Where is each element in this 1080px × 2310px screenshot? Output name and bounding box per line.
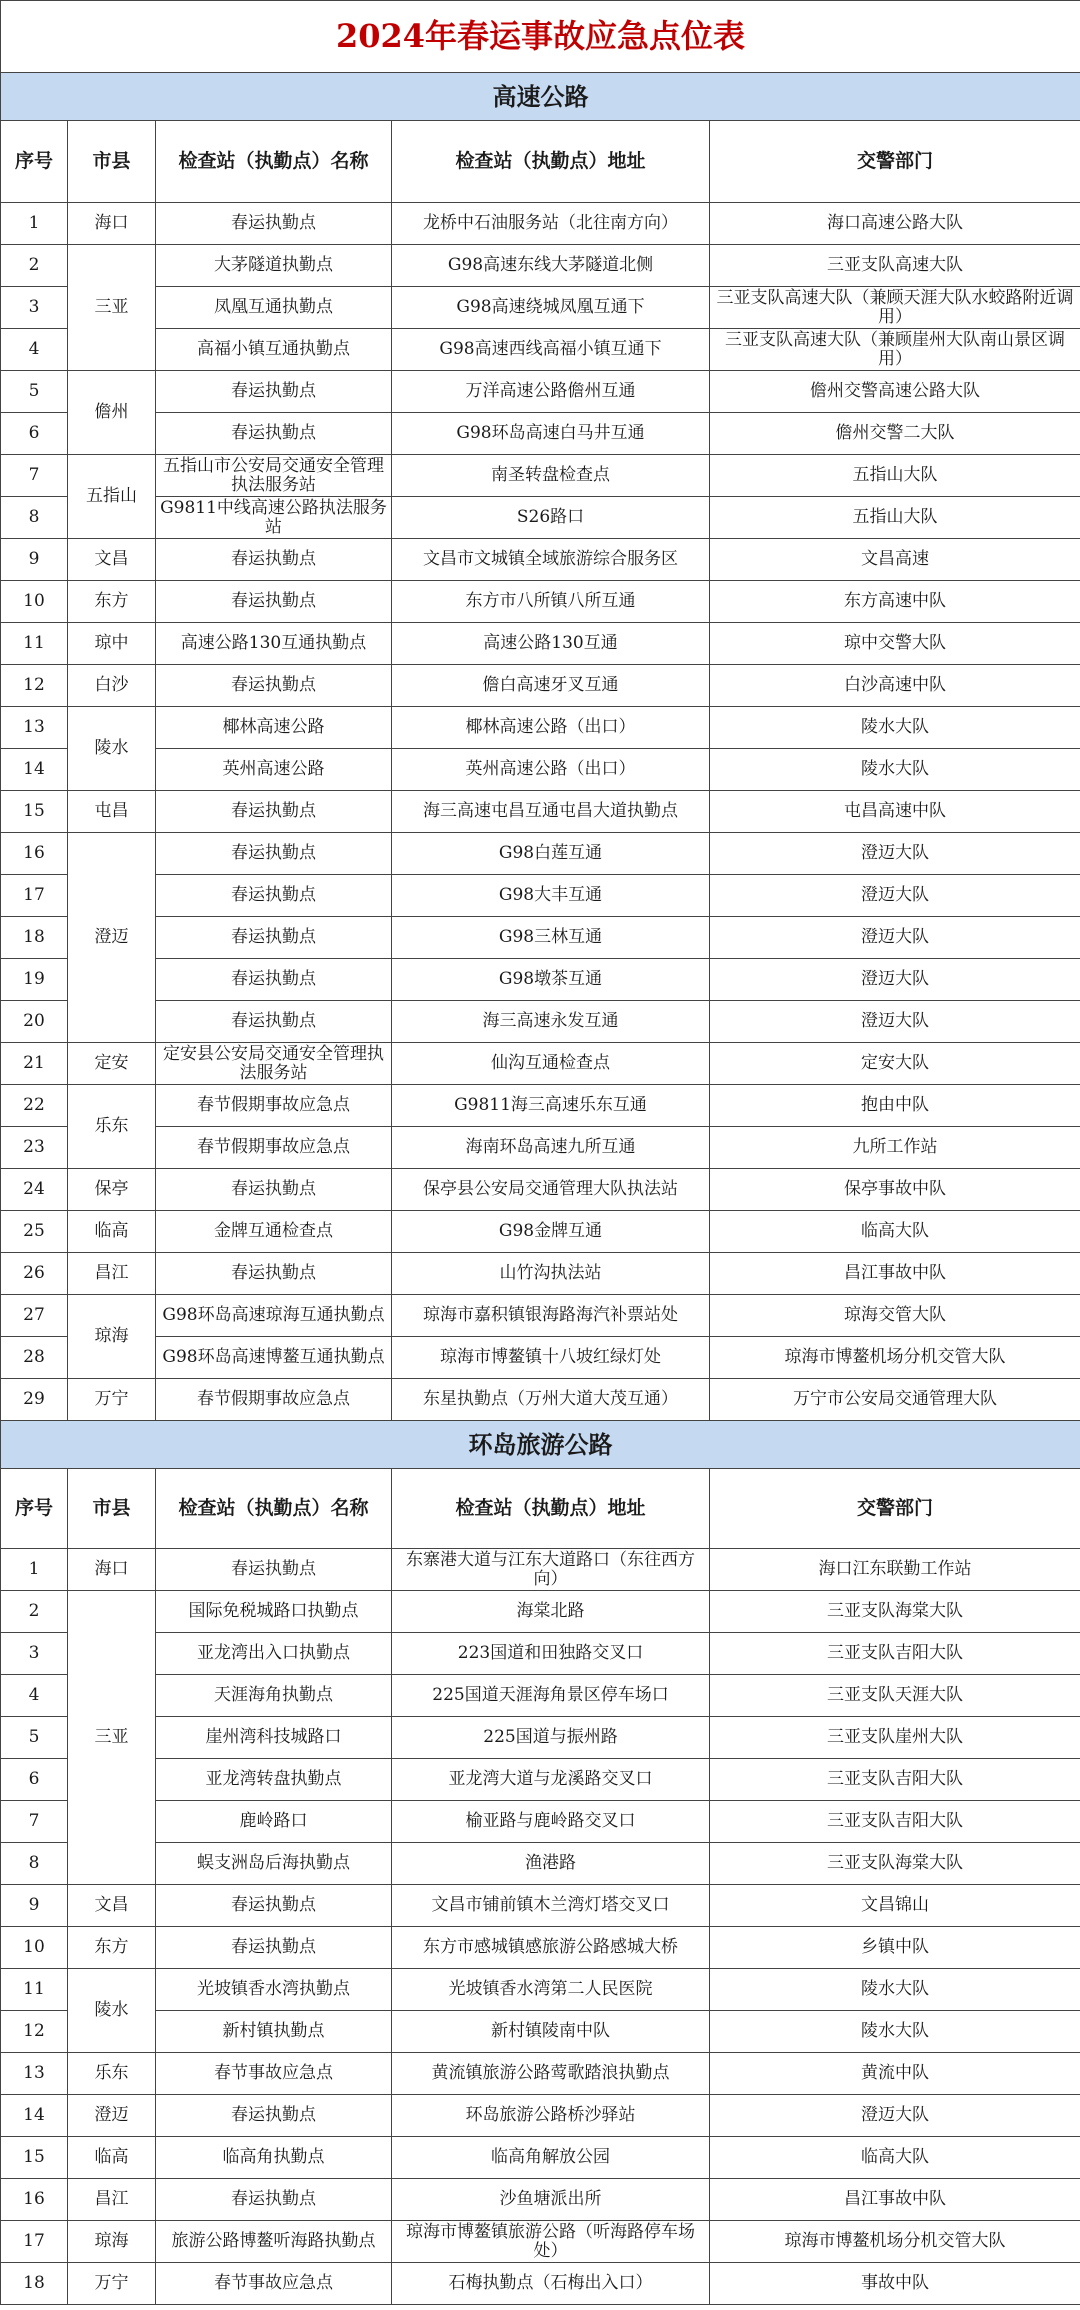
table-row — [1, 1969, 1080, 2011]
station-name-cell: 崖州湾科技城路口 — [156, 1717, 392, 1759]
station-name-cell: 春运执勤点 — [156, 581, 392, 623]
station-address-cell: 临高角解放公园 — [392, 2137, 710, 2179]
station-address-cell: 225国道天涯海角景区停车场口 — [392, 1675, 710, 1717]
table-row — [1, 917, 1080, 959]
table-row — [1, 1211, 1080, 1253]
station-name-cell: 春运执勤点 — [156, 665, 392, 707]
county-cell: 海口 — [68, 1549, 156, 1591]
row-number-cell: 22 — [1, 1085, 68, 1127]
table-row — [1, 1001, 1080, 1043]
county-cell: 三亚 — [68, 1591, 156, 1885]
station-address-cell: 万洋高速公路儋州互通 — [392, 371, 710, 413]
table-row — [1, 245, 1080, 287]
station-address-cell: G98环岛高速白马井互通 — [392, 413, 710, 455]
header-county: 市县 — [68, 1469, 156, 1549]
station-name-cell: 五指山市公安局交通安全管理执法服务站 — [156, 455, 392, 497]
table-row — [1, 2137, 1080, 2179]
county-cell: 陵水 — [68, 1969, 156, 2053]
police-unit-cell: 临高大队 — [710, 2137, 1080, 2179]
county-cell: 定安 — [68, 1043, 156, 1085]
row-number-cell: 18 — [1, 917, 68, 959]
station-address-cell: 龙桥中石油服务站（北往南方向） — [392, 203, 710, 245]
station-address-cell: 高速公路130互通 — [392, 623, 710, 665]
station-address-cell: 仙沟互通检查点 — [392, 1043, 710, 1085]
police-unit-cell: 澄迈大队 — [710, 875, 1080, 917]
header-county: 市县 — [68, 121, 156, 203]
row-number-cell: 19 — [1, 959, 68, 1001]
table-row — [1, 1085, 1080, 1127]
row-number-cell: 5 — [1, 371, 68, 413]
station-name-cell: 春节假期事故应急点 — [156, 1379, 392, 1421]
row-number-cell: 1 — [1, 203, 68, 245]
table-row — [1, 1127, 1080, 1169]
station-name-cell: 春运执勤点 — [156, 833, 392, 875]
county-cell: 万宁 — [68, 1379, 156, 1421]
station-address-cell: 东方市八所镇八所互通 — [392, 581, 710, 623]
station-address-cell: 亚龙湾大道与龙溪路交叉口 — [392, 1759, 710, 1801]
police-unit-cell: 昌江事故中队 — [710, 2179, 1080, 2221]
police-unit-cell: 三亚支队海棠大队 — [710, 1843, 1080, 1885]
title-row — [1, 1, 1080, 73]
station-name-cell: 春运执勤点 — [156, 959, 392, 1001]
row-number-cell: 15 — [1, 791, 68, 833]
station-address-cell: 石梅执勤点（石梅出入口） — [392, 2263, 710, 2305]
station-name-cell: 春运执勤点 — [156, 1001, 392, 1043]
table-row — [1, 1927, 1080, 1969]
county-cell: 东方 — [68, 581, 156, 623]
row-number-cell: 14 — [1, 749, 68, 791]
section-title: 环岛旅游公路 — [1, 1421, 1080, 1469]
table-row — [1, 2263, 1080, 2305]
row-number-cell: 17 — [1, 2221, 68, 2263]
police-unit-cell: 抱由中队 — [710, 1085, 1080, 1127]
police-unit-cell: 白沙高速中队 — [710, 665, 1080, 707]
table-row — [1, 1043, 1080, 1085]
station-address-cell: 环岛旅游公路桥沙驿站 — [392, 2095, 710, 2137]
table-row — [1, 1801, 1080, 1843]
station-name-cell: 英州高速公路 — [156, 749, 392, 791]
police-unit-cell: 五指山大队 — [710, 497, 1080, 539]
table-row — [1, 1379, 1080, 1421]
station-address-cell: 海棠北路 — [392, 1591, 710, 1633]
table-row — [1, 1591, 1080, 1633]
header-police-unit: 交警部门 — [710, 121, 1080, 203]
station-address-cell: 海南环岛高速九所互通 — [392, 1127, 710, 1169]
station-name-cell: 春运执勤点 — [156, 539, 392, 581]
police-unit-cell: 三亚支队吉阳大队 — [710, 1633, 1080, 1675]
row-number-cell: 13 — [1, 707, 68, 749]
station-name-cell: 春运执勤点 — [156, 203, 392, 245]
table-row — [1, 791, 1080, 833]
table-row — [1, 2095, 1080, 2137]
station-name-cell: 凤凰互通执勤点 — [156, 287, 392, 329]
station-address-cell: 东方市感城镇感旅游公路感城大桥 — [392, 1927, 710, 1969]
table-row — [1, 455, 1080, 497]
police-unit-cell: 文昌锦山 — [710, 1885, 1080, 1927]
row-number-cell: 21 — [1, 1043, 68, 1085]
table-row — [1, 1675, 1080, 1717]
table-row — [1, 749, 1080, 791]
row-number-cell: 16 — [1, 833, 68, 875]
police-unit-cell: 三亚支队高速大队 — [710, 245, 1080, 287]
row-number-cell: 20 — [1, 1001, 68, 1043]
station-name-cell: 春节事故应急点 — [156, 2263, 392, 2305]
table-row — [1, 1169, 1080, 1211]
station-address-cell: 琼海市博鳌镇旅游公路（听海路停车场处） — [392, 2221, 710, 2263]
row-number-cell: 26 — [1, 1253, 68, 1295]
header-police-unit: 交警部门 — [710, 1469, 1080, 1549]
station-address-cell: 东寨港大道与江东大道路口（东往西方向） — [392, 1549, 710, 1591]
row-number-cell: 9 — [1, 1885, 68, 1927]
county-cell: 白沙 — [68, 665, 156, 707]
section-title: 高速公路 — [1, 73, 1080, 121]
county-cell: 澄迈 — [68, 2095, 156, 2137]
county-cell: 乐东 — [68, 2053, 156, 2095]
header-serial: 序号 — [1, 1469, 68, 1549]
county-cell: 琼中 — [68, 623, 156, 665]
table-row — [1, 1549, 1080, 1591]
station-address-cell: 新村镇陵南中队 — [392, 2011, 710, 2053]
station-name-cell: 蜈支洲岛后海执勤点 — [156, 1843, 392, 1885]
station-address-cell: 南圣转盘检查点 — [392, 455, 710, 497]
station-address-cell: G98三林互通 — [392, 917, 710, 959]
station-name-cell: 春运执勤点 — [156, 2095, 392, 2137]
station-address-cell: 英州高速公路（出口） — [392, 749, 710, 791]
station-name-cell: 椰林高速公路 — [156, 707, 392, 749]
table-row — [1, 329, 1080, 371]
table-row — [1, 2053, 1080, 2095]
station-name-cell: 亚龙湾转盘执勤点 — [156, 1759, 392, 1801]
police-unit-cell: 五指山大队 — [710, 455, 1080, 497]
station-address-cell: 黄流镇旅游公路莺歌踏浪执勤点 — [392, 2053, 710, 2095]
station-name-cell: 春运执勤点 — [156, 413, 392, 455]
station-address-cell: G98金牌互通 — [392, 1211, 710, 1253]
station-name-cell: 春运执勤点 — [156, 1549, 392, 1591]
police-unit-cell: 琼海市博鳌机场分机交管大队 — [710, 2221, 1080, 2263]
police-unit-cell: 九所工作站 — [710, 1127, 1080, 1169]
page-title: 2024年春运事故应急点位表 — [1, 1, 1080, 73]
table-row — [1, 1295, 1080, 1337]
station-address-cell: 儋白高速牙叉互通 — [392, 665, 710, 707]
police-unit-cell: 定安大队 — [710, 1043, 1080, 1085]
row-number-cell: 11 — [1, 1969, 68, 2011]
station-address-cell: 东星执勤点（万州大道大茂互通） — [392, 1379, 710, 1421]
station-name-cell: 亚龙湾出入口执勤点 — [156, 1633, 392, 1675]
row-number-cell: 10 — [1, 1927, 68, 1969]
station-address-cell: G98高速绕城凤凰互通下 — [392, 287, 710, 329]
police-unit-cell: 澄迈大队 — [710, 917, 1080, 959]
table-row — [1, 1759, 1080, 1801]
county-cell: 文昌 — [68, 1885, 156, 1927]
row-number-cell: 6 — [1, 413, 68, 455]
row-number-cell: 13 — [1, 2053, 68, 2095]
row-number-cell: 27 — [1, 1295, 68, 1337]
police-unit-cell: 三亚支队崖州大队 — [710, 1717, 1080, 1759]
row-number-cell: 2 — [1, 1591, 68, 1633]
table-row — [1, 875, 1080, 917]
police-unit-cell: 澄迈大队 — [710, 833, 1080, 875]
station-name-cell: 春运执勤点 — [156, 1885, 392, 1927]
row-number-cell: 28 — [1, 1337, 68, 1379]
police-unit-cell: 三亚支队高速大队（兼顾天涯大队水蛟路附近调用） — [710, 287, 1080, 329]
station-address-cell: 光坡镇香水湾第二人民医院 — [392, 1969, 710, 2011]
station-name-cell: 春节假期事故应急点 — [156, 1127, 392, 1169]
table-row — [1, 959, 1080, 1001]
county-cell: 儋州 — [68, 371, 156, 455]
police-unit-cell: 陵水大队 — [710, 749, 1080, 791]
police-unit-cell: 儋州交警二大队 — [710, 413, 1080, 455]
police-unit-cell: 三亚支队吉阳大队 — [710, 1801, 1080, 1843]
station-name-cell: 光坡镇香水湾执勤点 — [156, 1969, 392, 2011]
police-unit-cell: 三亚支队天涯大队 — [710, 1675, 1080, 1717]
row-number-cell: 6 — [1, 1759, 68, 1801]
station-address-cell: 223国道和田独路交叉口 — [392, 1633, 710, 1675]
county-cell: 海口 — [68, 203, 156, 245]
column-header-row — [1, 121, 1080, 203]
row-number-cell: 14 — [1, 2095, 68, 2137]
row-number-cell: 23 — [1, 1127, 68, 1169]
station-address-cell: 225国道与振州路 — [392, 1717, 710, 1759]
police-unit-cell: 澄迈大队 — [710, 1001, 1080, 1043]
station-name-cell: 春运执勤点 — [156, 371, 392, 413]
station-name-cell: 高速公路130互通执勤点 — [156, 623, 392, 665]
row-number-cell: 1 — [1, 1549, 68, 1591]
police-unit-cell: 琼中交警大队 — [710, 623, 1080, 665]
table-row — [1, 1843, 1080, 1885]
station-address-cell: 榆亚路与鹿岭路交叉口 — [392, 1801, 710, 1843]
station-name-cell: 春运执勤点 — [156, 791, 392, 833]
station-name-cell: 国际免税城路口执勤点 — [156, 1591, 392, 1633]
row-number-cell: 7 — [1, 455, 68, 497]
table-row — [1, 1253, 1080, 1295]
station-name-cell: G98环岛高速博鳌互通执勤点 — [156, 1337, 392, 1379]
station-address-cell: G98白莲互通 — [392, 833, 710, 875]
station-name-cell: 大茅隧道执勤点 — [156, 245, 392, 287]
header-station-address: 检查站（执勤点）地址 — [392, 1469, 710, 1549]
county-cell: 五指山 — [68, 455, 156, 539]
county-cell: 东方 — [68, 1927, 156, 1969]
station-address-cell: 沙鱼塘派出所 — [392, 2179, 710, 2221]
station-name-cell: 春运执勤点 — [156, 875, 392, 917]
station-address-cell: 文昌市铺前镇木兰湾灯塔交叉口 — [392, 1885, 710, 1927]
row-number-cell: 10 — [1, 581, 68, 623]
table-row — [1, 539, 1080, 581]
row-number-cell: 2 — [1, 245, 68, 287]
station-address-cell: 保亭县公安局交通管理大队执法站 — [392, 1169, 710, 1211]
station-name-cell: 春节事故应急点 — [156, 2053, 392, 2095]
table-row — [1, 1337, 1080, 1379]
police-unit-cell: 万宁市公安局交通管理大队 — [710, 1379, 1080, 1421]
table-row — [1, 1885, 1080, 1927]
station-name-cell: 旅游公路博鳌听海路执勤点 — [156, 2221, 392, 2263]
row-number-cell: 8 — [1, 1843, 68, 1885]
police-unit-cell: 琼海交管大队 — [710, 1295, 1080, 1337]
police-unit-cell: 保亭事故中队 — [710, 1169, 1080, 1211]
row-number-cell: 12 — [1, 665, 68, 707]
police-unit-cell: 黄流中队 — [710, 2053, 1080, 2095]
row-number-cell: 17 — [1, 875, 68, 917]
station-address-cell: G98高速东线大茅隧道北侧 — [392, 245, 710, 287]
row-number-cell: 29 — [1, 1379, 68, 1421]
table-row — [1, 2011, 1080, 2053]
column-header-row — [1, 1469, 1080, 1549]
station-address-cell: G98墩茶互通 — [392, 959, 710, 1001]
station-name-cell: 春运执勤点 — [156, 1927, 392, 1969]
table-row — [1, 371, 1080, 413]
station-address-cell: S26路口 — [392, 497, 710, 539]
row-number-cell: 11 — [1, 623, 68, 665]
county-cell: 临高 — [68, 2137, 156, 2179]
police-unit-cell: 文昌高速 — [710, 539, 1080, 581]
police-unit-cell: 海口高速公路大队 — [710, 203, 1080, 245]
station-address-cell: 山竹沟执法站 — [392, 1253, 710, 1295]
section-row — [1, 73, 1080, 121]
station-name-cell: 春节假期事故应急点 — [156, 1085, 392, 1127]
county-cell: 昌江 — [68, 1253, 156, 1295]
station-name-cell: 定安县公安局交通安全管理执法服务站 — [156, 1043, 392, 1085]
police-unit-cell: 东方高速中队 — [710, 581, 1080, 623]
police-unit-cell: 屯昌高速中队 — [710, 791, 1080, 833]
row-number-cell: 25 — [1, 1211, 68, 1253]
station-name-cell: G98环岛高速琼海互通执勤点 — [156, 1295, 392, 1337]
police-unit-cell: 琼海市博鳌机场分机交管大队 — [710, 1337, 1080, 1379]
table-row — [1, 2179, 1080, 2221]
station-name-cell: G9811中线高速公路执法服务站 — [156, 497, 392, 539]
row-number-cell: 3 — [1, 287, 68, 329]
station-name-cell: 鹿岭路口 — [156, 1801, 392, 1843]
station-name-cell: 高福小镇互通执勤点 — [156, 329, 392, 371]
county-cell: 万宁 — [68, 2263, 156, 2305]
table-row — [1, 203, 1080, 245]
table-row — [1, 581, 1080, 623]
police-unit-cell: 三亚支队高速大队（兼顾崖州大队南山景区调用） — [710, 329, 1080, 371]
table-row — [1, 623, 1080, 665]
county-cell: 临高 — [68, 1211, 156, 1253]
police-unit-cell: 海口江东联勤工作站 — [710, 1549, 1080, 1591]
row-number-cell: 9 — [1, 539, 68, 581]
station-name-cell: 临高角执勤点 — [156, 2137, 392, 2179]
station-address-cell: 海三高速屯昌互通屯昌大道执勤点 — [392, 791, 710, 833]
station-address-cell: 海三高速永发互通 — [392, 1001, 710, 1043]
table-row — [1, 665, 1080, 707]
station-address-cell: 琼海市嘉积镇银海路海汽补票站处 — [392, 1295, 710, 1337]
header-station-name: 检查站（执勤点）名称 — [156, 1469, 392, 1549]
row-number-cell: 5 — [1, 1717, 68, 1759]
police-unit-cell: 三亚支队吉阳大队 — [710, 1759, 1080, 1801]
station-address-cell: G98高速西线高福小镇互通下 — [392, 329, 710, 371]
station-address-cell: 渔港路 — [392, 1843, 710, 1885]
table-row — [1, 497, 1080, 539]
header-station-address: 检查站（执勤点）地址 — [392, 121, 710, 203]
police-unit-cell: 陵水大队 — [710, 2011, 1080, 2053]
county-cell: 屯昌 — [68, 791, 156, 833]
station-address-cell: 椰林高速公路（出口） — [392, 707, 710, 749]
county-cell: 三亚 — [68, 245, 156, 371]
county-cell: 澄迈 — [68, 833, 156, 1043]
station-name-cell: 春运执勤点 — [156, 1169, 392, 1211]
police-unit-cell: 陵水大队 — [710, 707, 1080, 749]
row-number-cell: 15 — [1, 2137, 68, 2179]
table-row — [1, 707, 1080, 749]
section-row — [1, 1421, 1080, 1469]
table-row — [1, 413, 1080, 455]
row-number-cell: 16 — [1, 2179, 68, 2221]
county-cell: 昌江 — [68, 2179, 156, 2221]
police-unit-cell: 事故中队 — [710, 2263, 1080, 2305]
row-number-cell: 8 — [1, 497, 68, 539]
station-name-cell: 春运执勤点 — [156, 917, 392, 959]
station-name-cell: 春运执勤点 — [156, 2179, 392, 2221]
station-name-cell: 金牌互通检查点 — [156, 1211, 392, 1253]
county-cell: 陵水 — [68, 707, 156, 791]
table-row — [1, 287, 1080, 329]
station-address-cell: 琼海市博鳌镇十八坡红绿灯处 — [392, 1337, 710, 1379]
station-address-cell: G98大丰互通 — [392, 875, 710, 917]
police-unit-cell: 乡镇中队 — [710, 1927, 1080, 1969]
police-unit-cell: 陵水大队 — [710, 1969, 1080, 2011]
police-unit-cell: 澄迈大队 — [710, 2095, 1080, 2137]
police-unit-cell: 儋州交警高速公路大队 — [710, 371, 1080, 413]
row-number-cell: 18 — [1, 2263, 68, 2305]
station-name-cell: 春运执勤点 — [156, 1253, 392, 1295]
row-number-cell: 3 — [1, 1633, 68, 1675]
county-cell: 文昌 — [68, 539, 156, 581]
table-row — [1, 833, 1080, 875]
row-number-cell: 24 — [1, 1169, 68, 1211]
police-unit-cell: 临高大队 — [710, 1211, 1080, 1253]
station-name-cell: 新村镇执勤点 — [156, 2011, 392, 2053]
row-number-cell: 12 — [1, 2011, 68, 2053]
station-address-cell: G9811海三高速乐东互通 — [392, 1085, 710, 1127]
station-name-cell: 天涯海角执勤点 — [156, 1675, 392, 1717]
police-unit-cell: 昌江事故中队 — [710, 1253, 1080, 1295]
table-row — [1, 1717, 1080, 1759]
row-number-cell: 4 — [1, 329, 68, 371]
county-cell: 琼海 — [68, 2221, 156, 2263]
county-cell: 琼海 — [68, 1295, 156, 1379]
header-station-name: 检查站（执勤点）名称 — [156, 121, 392, 203]
header-serial: 序号 — [1, 121, 68, 203]
table-row — [1, 1633, 1080, 1675]
row-number-cell: 4 — [1, 1675, 68, 1717]
police-unit-cell: 澄迈大队 — [710, 959, 1080, 1001]
row-number-cell: 7 — [1, 1801, 68, 1843]
county-cell: 保亭 — [68, 1169, 156, 1211]
station-address-cell: 文昌市文城镇全域旅游综合服务区 — [392, 539, 710, 581]
county-cell: 乐东 — [68, 1085, 156, 1169]
police-unit-cell: 三亚支队海棠大队 — [710, 1591, 1080, 1633]
table-row — [1, 2221, 1080, 2263]
